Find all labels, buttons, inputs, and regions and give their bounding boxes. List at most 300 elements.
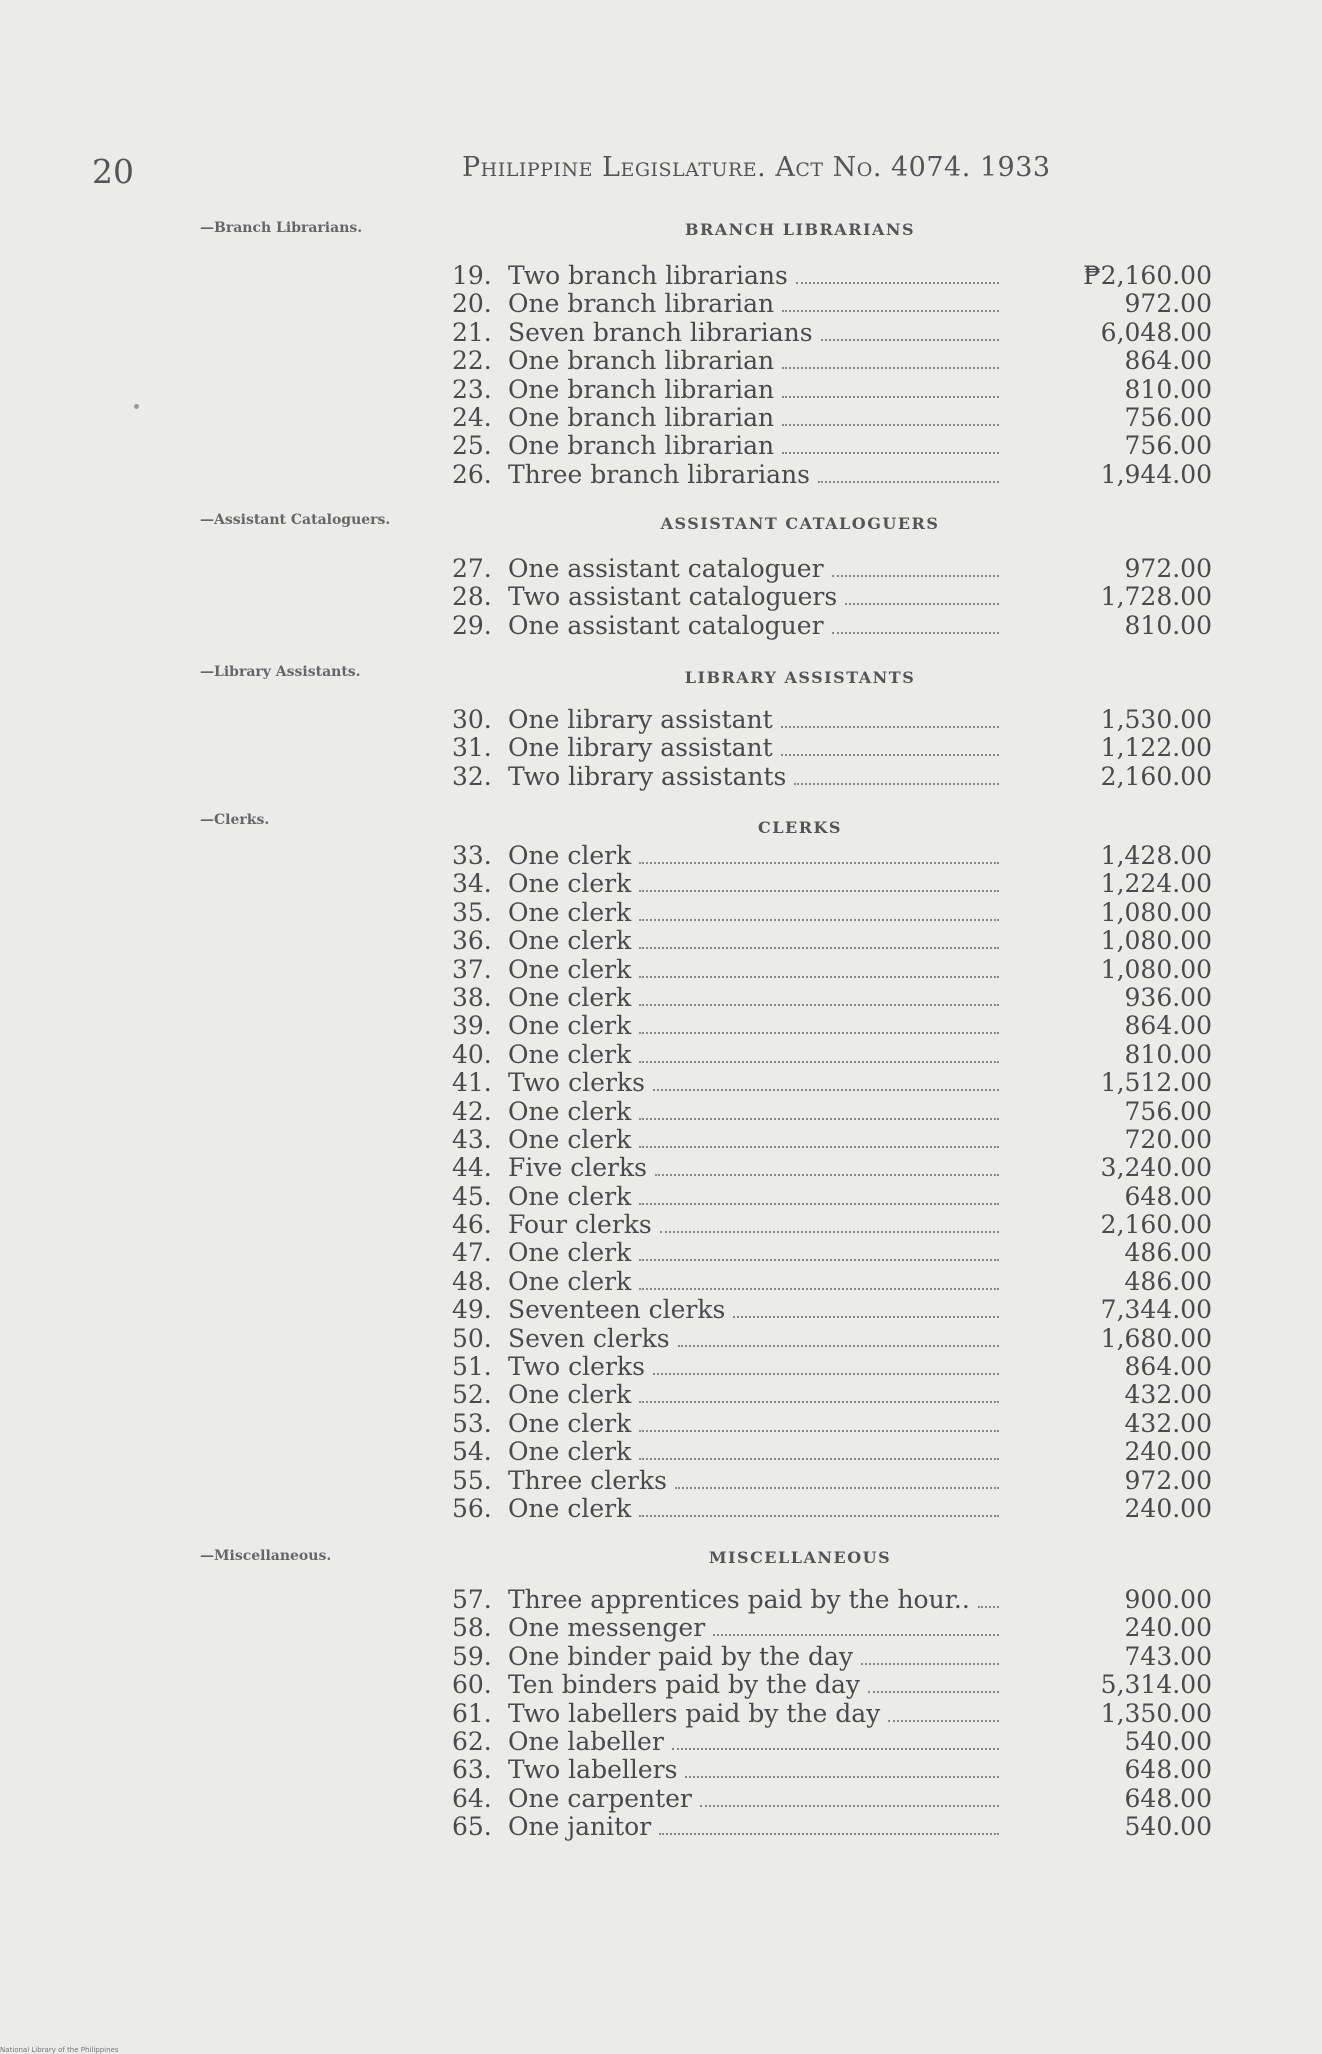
item-description: Two library assistants xyxy=(508,761,787,791)
item-amount: 540.00 xyxy=(1124,1812,1212,1842)
item-number: 27. xyxy=(452,554,492,583)
line-item xyxy=(452,1614,1212,1642)
line-item xyxy=(452,1643,1212,1671)
item-description: One janitor xyxy=(508,1812,652,1842)
line-item-description-column xyxy=(452,1671,1007,1699)
line-item-description-column xyxy=(452,262,1007,290)
dot-leader xyxy=(678,1345,999,1347)
line-item xyxy=(452,1467,1212,1495)
line-item-description-column xyxy=(452,1268,1007,1296)
dot-leader xyxy=(639,1032,999,1034)
item-number: 36. xyxy=(452,926,492,956)
item-number: 48. xyxy=(452,1266,492,1296)
line-item xyxy=(452,1438,1212,1466)
line-item xyxy=(452,461,1212,489)
line-item-description-column xyxy=(452,1296,1007,1324)
line-item-description-column xyxy=(452,706,1007,734)
line-item xyxy=(452,1381,1212,1409)
line-item-description-column xyxy=(452,376,1007,404)
item-amount: 240.00 xyxy=(1124,1493,1212,1523)
dot-leader xyxy=(639,1458,999,1460)
dot-leader xyxy=(639,1203,999,1205)
dot-leader xyxy=(639,1515,999,1517)
line-item-description-column xyxy=(452,984,1007,1012)
item-amount: 432.00 xyxy=(1124,1408,1212,1438)
item-number: 20. xyxy=(452,289,492,319)
item-description: One clerk xyxy=(508,1124,632,1154)
line-item-description-column xyxy=(452,1756,1007,1784)
item-amount: 900.00 xyxy=(1124,1585,1212,1614)
item-description: Two labellers paid by the day xyxy=(508,1698,881,1728)
item-description: One branch librarian xyxy=(508,374,775,404)
item-number: 19. xyxy=(452,261,492,290)
item-description: One carpenter xyxy=(508,1783,692,1813)
item-description: One library assistant xyxy=(508,705,773,734)
item-description: Five clerks xyxy=(508,1153,647,1183)
footer-credit: National Library of the Philippines xyxy=(0,2046,119,2054)
stray-mark xyxy=(134,404,139,409)
item-amount: 720.00 xyxy=(1124,1124,1212,1154)
line-item xyxy=(452,432,1212,460)
item-description: One clerk xyxy=(508,1238,632,1268)
line-item-description-column xyxy=(452,1211,1007,1239)
item-number: 54. xyxy=(452,1437,492,1467)
item-amount: 648.00 xyxy=(1124,1755,1212,1785)
line-item xyxy=(452,734,1212,762)
dot-leader xyxy=(782,396,999,398)
item-number: 52. xyxy=(452,1380,492,1410)
page-number: 20 xyxy=(92,152,134,191)
dot-leader xyxy=(978,1606,999,1608)
line-item xyxy=(452,1069,1212,1097)
item-amount: 1,512.00 xyxy=(1100,1068,1212,1098)
item-number: 65. xyxy=(452,1812,492,1842)
item-description: Ten binders paid by the day xyxy=(508,1670,861,1700)
item-description: One clerk xyxy=(508,982,632,1012)
dot-leader xyxy=(655,1174,999,1176)
dot-leader xyxy=(832,632,999,634)
dot-leader xyxy=(782,367,999,369)
item-description: One clerk xyxy=(508,1266,632,1296)
item-number: 46. xyxy=(452,1210,492,1240)
item-description: Seven clerks xyxy=(508,1323,670,1353)
line-item-description-column xyxy=(452,404,1007,432)
line-item xyxy=(452,899,1212,927)
item-description: One clerk xyxy=(508,1181,632,1211)
line-item-description-column xyxy=(452,1785,1007,1813)
line-item-description-column xyxy=(452,1813,1007,1841)
dot-leader xyxy=(672,1748,999,1750)
line-item xyxy=(452,347,1212,375)
item-description: One clerk xyxy=(508,954,632,984)
line-item xyxy=(452,706,1212,734)
item-amount: 7,344.00 xyxy=(1100,1295,1212,1325)
line-item xyxy=(452,1126,1212,1154)
dot-leader xyxy=(639,947,999,949)
line-item xyxy=(452,1012,1212,1040)
line-item xyxy=(452,763,1212,791)
item-amount: 2,160.00 xyxy=(1100,1210,1212,1240)
item-amount: 756.00 xyxy=(1124,402,1212,432)
line-item xyxy=(452,290,1212,318)
line-item-description-column xyxy=(452,1325,1007,1353)
item-amount: 3,240.00 xyxy=(1100,1153,1212,1183)
line-item xyxy=(452,927,1212,955)
item-number: 58. xyxy=(452,1613,492,1643)
item-amount: 756.00 xyxy=(1124,431,1212,461)
item-number: 25. xyxy=(452,431,492,461)
item-description: One assistant cataloguer xyxy=(508,610,824,640)
line-item-description-column xyxy=(452,956,1007,984)
line-item-description-column xyxy=(452,1495,1007,1523)
line-item xyxy=(452,404,1212,432)
item-number: 44. xyxy=(452,1153,492,1183)
item-amount: 1,080.00 xyxy=(1100,897,1212,927)
item-amount: 1,428.00 xyxy=(1100,841,1212,870)
item-amount: 432.00 xyxy=(1124,1380,1212,1410)
item-description: One binder paid by the day xyxy=(508,1641,853,1671)
line-item xyxy=(452,1268,1212,1296)
dot-leader xyxy=(685,1776,999,1778)
dot-leader xyxy=(868,1691,999,1693)
dot-leader xyxy=(781,726,999,728)
line-item xyxy=(452,583,1212,611)
dot-leader xyxy=(794,783,999,785)
dot-leader xyxy=(781,754,999,756)
dot-leader xyxy=(675,1487,999,1489)
line-item xyxy=(452,956,1212,984)
line-item-description-column xyxy=(452,1381,1007,1409)
item-description: One clerk xyxy=(508,1437,632,1467)
line-item-description-column xyxy=(452,927,1007,955)
margin-note-clerks: —Clerks. xyxy=(200,812,270,828)
item-amount: 972.00 xyxy=(1124,1465,1212,1495)
item-amount: 936.00 xyxy=(1124,982,1212,1012)
dot-leader xyxy=(639,919,999,921)
item-number: 51. xyxy=(452,1352,492,1382)
line-item xyxy=(452,984,1212,1012)
item-description: One clerk xyxy=(508,869,632,899)
item-number: 33. xyxy=(452,841,492,870)
item-number: 30. xyxy=(452,705,492,734)
item-description: One library assistant xyxy=(508,733,773,763)
item-number: 62. xyxy=(452,1726,492,1756)
line-item xyxy=(452,1700,1212,1728)
items-assistant-cataloguers xyxy=(452,555,1212,640)
line-item-description-column xyxy=(452,583,1007,611)
item-amount: 5,314.00 xyxy=(1100,1670,1212,1700)
line-item xyxy=(452,1325,1212,1353)
item-description: One clerk xyxy=(508,1408,632,1438)
dot-leader xyxy=(700,1805,999,1807)
item-number: 28. xyxy=(452,582,492,612)
line-item xyxy=(452,612,1212,640)
item-amount: 864.00 xyxy=(1124,1352,1212,1382)
item-description: Three branch librarians xyxy=(508,459,810,489)
line-item xyxy=(452,1098,1212,1126)
line-item-description-column xyxy=(452,347,1007,375)
item-description: One clerk xyxy=(508,1096,632,1126)
dot-leader xyxy=(782,452,999,454)
line-item xyxy=(452,1296,1212,1324)
item-description: One branch librarian xyxy=(508,289,775,319)
item-description: One assistant cataloguer xyxy=(508,554,824,583)
dot-leader xyxy=(639,1004,999,1006)
line-item-description-column xyxy=(452,461,1007,489)
items-clerks xyxy=(452,842,1212,1523)
item-description: Two assistant cataloguers xyxy=(508,582,838,612)
line-item-description-column xyxy=(452,1700,1007,1728)
item-number: 61. xyxy=(452,1698,492,1728)
item-number: 24. xyxy=(452,402,492,432)
line-item xyxy=(452,1813,1212,1841)
line-item xyxy=(452,1671,1212,1699)
line-item xyxy=(452,1211,1212,1239)
item-number: 50. xyxy=(452,1323,492,1353)
item-amount: 810.00 xyxy=(1124,1039,1212,1069)
line-item-description-column xyxy=(452,1410,1007,1438)
item-amount: 972.00 xyxy=(1124,289,1212,319)
dot-leader xyxy=(660,1231,999,1233)
line-item xyxy=(452,555,1212,583)
margin-note-library-assistants: —Library Assistants. xyxy=(200,664,361,680)
line-item-description-column xyxy=(452,1438,1007,1466)
item-description: One clerk xyxy=(508,1011,632,1041)
item-number: 35. xyxy=(452,897,492,927)
item-number: 45. xyxy=(452,1181,492,1211)
dot-leader xyxy=(713,1634,999,1636)
line-item xyxy=(452,1495,1212,1523)
line-item xyxy=(452,1756,1212,1784)
item-number: 53. xyxy=(452,1408,492,1438)
item-number: 41. xyxy=(452,1068,492,1098)
item-description: One clerk xyxy=(508,897,632,927)
dot-leader xyxy=(659,1833,999,1835)
section-heading-library-assistants: LIBRARY ASSISTANTS xyxy=(684,668,916,687)
dot-leader xyxy=(653,1089,999,1091)
item-number: 39. xyxy=(452,1011,492,1041)
line-item-description-column xyxy=(452,1614,1007,1642)
dot-leader xyxy=(639,976,999,978)
line-item-description-column xyxy=(452,1069,1007,1097)
item-amount: 810.00 xyxy=(1124,610,1212,640)
dot-leader xyxy=(639,1288,999,1290)
item-amount: 1,680.00 xyxy=(1100,1323,1212,1353)
item-number: 26. xyxy=(452,459,492,489)
item-amount: 648.00 xyxy=(1124,1181,1212,1211)
item-amount: 810.00 xyxy=(1124,374,1212,404)
section-heading-miscellaneous: MISCELLANEOUS xyxy=(708,1548,892,1567)
dot-leader xyxy=(782,310,999,312)
dot-leader xyxy=(782,424,999,426)
dot-leader xyxy=(733,1316,999,1318)
line-item-description-column xyxy=(452,1154,1007,1182)
running-head: Philippine Legislature. Act No. 4074. 1933 xyxy=(462,152,1051,183)
item-number: 64. xyxy=(452,1783,492,1813)
line-item-description-column xyxy=(452,1126,1007,1154)
item-amount: 1,080.00 xyxy=(1100,926,1212,956)
item-number: 55. xyxy=(452,1465,492,1495)
line-item xyxy=(452,1041,1212,1069)
line-item-description-column xyxy=(452,612,1007,640)
item-amount: 1,944.00 xyxy=(1100,459,1212,489)
item-number: 49. xyxy=(452,1295,492,1325)
dot-leader xyxy=(639,1401,999,1403)
item-number: 29. xyxy=(452,610,492,640)
item-number: 38. xyxy=(452,982,492,1012)
line-item-description-column xyxy=(452,1012,1007,1040)
item-amount: 1,530.00 xyxy=(1100,705,1212,734)
dot-leader xyxy=(818,481,999,483)
item-description: One labeller xyxy=(508,1726,664,1756)
item-number: 31. xyxy=(452,733,492,763)
dot-leader xyxy=(639,1146,999,1148)
line-item xyxy=(452,1410,1212,1438)
item-description: One messenger xyxy=(508,1613,706,1643)
items-library-assistants xyxy=(452,706,1212,791)
line-item xyxy=(452,1353,1212,1381)
dot-leader xyxy=(653,1373,999,1375)
item-number: 21. xyxy=(452,317,492,347)
item-number: 43. xyxy=(452,1124,492,1154)
dot-leader xyxy=(832,575,999,577)
dot-leader xyxy=(639,862,999,864)
items-branch-librarians xyxy=(452,262,1212,489)
item-description: One clerk xyxy=(508,1039,632,1069)
item-number: 47. xyxy=(452,1238,492,1268)
line-item xyxy=(452,1728,1212,1756)
item-amount: 1,350.00 xyxy=(1100,1698,1212,1728)
dot-leader xyxy=(888,1720,999,1722)
section-heading-assistant-cataloguers: ASSISTANT CATALOGUERS xyxy=(660,514,940,533)
item-description: Two labellers xyxy=(508,1755,678,1785)
line-item-description-column xyxy=(452,870,1007,898)
item-description: Two clerks xyxy=(508,1068,645,1098)
item-amount: 240.00 xyxy=(1124,1613,1212,1643)
item-number: 63. xyxy=(452,1755,492,1785)
section-heading-clerks: CLERKS xyxy=(758,818,842,837)
line-item-description-column xyxy=(452,1353,1007,1381)
item-description: One branch librarian xyxy=(508,402,775,432)
item-number: 23. xyxy=(452,374,492,404)
section-heading-branch-librarians: BRANCH LIBRARIANS xyxy=(684,220,916,239)
item-number: 32. xyxy=(452,761,492,791)
line-item-description-column xyxy=(452,1643,1007,1671)
margin-note-miscellaneous: —Miscellaneous. xyxy=(200,1548,332,1564)
line-item-description-column xyxy=(452,1041,1007,1069)
item-amount: 864.00 xyxy=(1124,346,1212,376)
item-number: 56. xyxy=(452,1493,492,1523)
line-item xyxy=(452,1785,1212,1813)
margin-note-assistant-cataloguers: —Assistant Cataloguers. xyxy=(200,512,391,528)
item-description: Four clerks xyxy=(508,1210,652,1240)
item-number: 37. xyxy=(452,954,492,984)
item-amount: 1,224.00 xyxy=(1100,869,1212,899)
item-description: One clerk xyxy=(508,1380,632,1410)
item-number: 22. xyxy=(452,346,492,376)
item-description: Three clerks xyxy=(508,1465,667,1495)
line-item-description-column xyxy=(452,1098,1007,1126)
dot-leader xyxy=(796,282,999,284)
item-amount: 1,728.00 xyxy=(1100,582,1212,612)
line-item xyxy=(452,319,1212,347)
line-item xyxy=(452,870,1212,898)
item-amount: 540.00 xyxy=(1124,1726,1212,1756)
item-amount: 486.00 xyxy=(1124,1266,1212,1296)
dot-leader xyxy=(639,1430,999,1432)
dot-leader xyxy=(639,890,999,892)
line-item-description-column xyxy=(452,1467,1007,1495)
line-item xyxy=(452,842,1212,870)
items-miscellaneous xyxy=(452,1586,1212,1842)
margin-note-branch-librarians: —Branch Librarians. xyxy=(200,220,363,236)
line-item-description-column xyxy=(452,1183,1007,1211)
line-item-description-column xyxy=(452,1586,1007,1614)
line-item-description-column xyxy=(452,290,1007,318)
dot-leader xyxy=(845,603,999,605)
item-number: 57. xyxy=(452,1585,492,1614)
item-number: 59. xyxy=(452,1641,492,1671)
item-number: 42. xyxy=(452,1096,492,1126)
item-number: 60. xyxy=(452,1670,492,1700)
dot-leader xyxy=(639,1259,999,1261)
item-description: Three apprentices paid by the hour.. xyxy=(508,1585,970,1614)
item-amount: 240.00 xyxy=(1124,1437,1212,1467)
dot-leader xyxy=(861,1663,999,1665)
line-item-description-column xyxy=(452,1728,1007,1756)
line-item-description-column xyxy=(452,319,1007,347)
item-amount: 486.00 xyxy=(1124,1238,1212,1268)
item-amount: 972.00 xyxy=(1124,554,1212,583)
item-number: 40. xyxy=(452,1039,492,1069)
item-amount: ₱2,160.00 xyxy=(1083,261,1212,290)
item-amount: 864.00 xyxy=(1124,1011,1212,1041)
item-amount: 648.00 xyxy=(1124,1783,1212,1813)
line-item-description-column xyxy=(452,763,1007,791)
item-amount: 1,080.00 xyxy=(1100,954,1212,984)
line-item-description-column xyxy=(452,555,1007,583)
line-item xyxy=(452,1586,1212,1614)
item-description: Seventeen clerks xyxy=(508,1295,726,1325)
line-item-description-column xyxy=(452,432,1007,460)
dot-leader xyxy=(639,1118,999,1120)
dot-leader xyxy=(821,339,999,341)
line-item xyxy=(452,1154,1212,1182)
line-item xyxy=(452,262,1212,290)
line-item-description-column xyxy=(452,899,1007,927)
item-description: One branch librarian xyxy=(508,346,775,376)
item-number: 34. xyxy=(452,869,492,899)
item-description: One clerk xyxy=(508,926,632,956)
item-description: One clerk xyxy=(508,1493,632,1523)
item-amount: 756.00 xyxy=(1124,1096,1212,1126)
item-description: One branch librarian xyxy=(508,431,775,461)
item-amount: 2,160.00 xyxy=(1100,761,1212,791)
item-amount: 6,048.00 xyxy=(1100,317,1212,347)
item-description: Seven branch librarians xyxy=(508,317,813,347)
line-item xyxy=(452,1239,1212,1267)
item-amount: 743.00 xyxy=(1124,1641,1212,1671)
item-description: Two clerks xyxy=(508,1352,645,1382)
item-description: Two branch librarians xyxy=(508,261,788,290)
line-item xyxy=(452,1183,1212,1211)
line-item-description-column xyxy=(452,1239,1007,1267)
line-item xyxy=(452,376,1212,404)
line-item-description-column xyxy=(452,734,1007,762)
item-amount: 1,122.00 xyxy=(1100,733,1212,763)
line-item-description-column xyxy=(452,842,1007,870)
item-description: One clerk xyxy=(508,841,632,870)
